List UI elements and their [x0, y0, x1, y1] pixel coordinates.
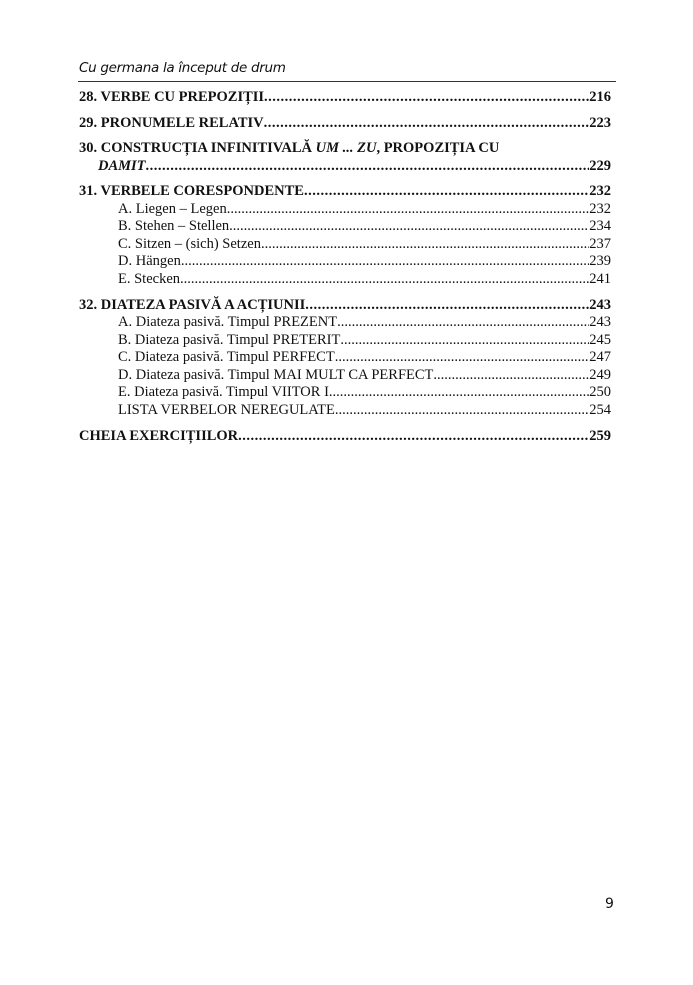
toc-subentry[interactable]: [118, 332, 611, 349]
dot-leader: [305, 297, 589, 314]
toc-title: E. Stecken: [118, 271, 181, 287]
toc-title: 32. DIATEZA PASIVĂ A ACȚIUNII: [79, 297, 306, 313]
page-number: 9: [605, 896, 614, 912]
dot-leader: [329, 384, 589, 401]
toc-subentry[interactable]: [118, 349, 611, 366]
header-rule: [78, 81, 616, 82]
toc-entry-30[interactable]: [98, 158, 611, 175]
toc-title: CHEIA EXERCIȚIILOR: [79, 428, 239, 444]
toc-subentry[interactable]: [118, 201, 611, 218]
toc-page: 241: [589, 271, 611, 287]
toc-title: 28. VERBE CU PREPOZIȚII: [79, 89, 265, 105]
toc-page: 245: [589, 332, 611, 348]
dot-leader: [229, 218, 589, 235]
toc-page: 229: [589, 158, 611, 174]
toc-subentry[interactable]: [118, 236, 611, 253]
dot-leader: [238, 428, 589, 445]
toc-subentry[interactable]: [118, 218, 611, 235]
toc-entry-cheia[interactable]: [79, 428, 611, 445]
toc-entry-28[interactable]: [79, 89, 611, 106]
toc-entry-31[interactable]: [79, 183, 611, 200]
dot-leader: [181, 253, 589, 270]
toc-page: 234: [589, 218, 611, 234]
dot-leader: [264, 115, 590, 132]
toc-title: E. Diateza pasivă. Timpul VIITOR I: [118, 384, 329, 400]
toc-subentry[interactable]: [118, 253, 611, 270]
toc-page: 223: [589, 115, 611, 131]
dot-leader: [335, 349, 590, 366]
toc-page: 243: [589, 297, 611, 313]
dot-leader: [340, 332, 589, 349]
toc-page: 237: [589, 236, 611, 252]
toc-title-emphasis: DAMIT: [98, 158, 146, 174]
toc-title: , PROPOZIȚIA CU: [376, 140, 500, 156]
toc-title: 31. VERBELE CORESPONDENTE: [79, 183, 304, 199]
toc-subentry[interactable]: [118, 271, 611, 288]
toc-title: C. Diateza pasivă. Timpul PERFECT: [118, 349, 335, 365]
toc-page: 254: [589, 402, 611, 418]
toc-subentry[interactable]: [118, 384, 611, 401]
toc-title: B. Diateza pasivă. Timpul PRETERIT: [118, 332, 341, 348]
dot-leader: [337, 314, 589, 331]
toc-page: 250: [589, 384, 611, 400]
running-header: Cu germana la început de drum: [79, 60, 286, 76]
toc-page: 249: [589, 367, 611, 383]
toc-title-emphasis: UM ... ZU: [315, 140, 377, 156]
toc-title: 29. PRONUMELE RELATIV: [79, 115, 264, 131]
toc-title: D. Diateza pasivă. Timpul MAI MULT CA PERFECT: [118, 367, 434, 383]
toc-title: B. Stehen – Stellen: [118, 218, 230, 234]
dot-leader: [227, 201, 590, 218]
toc-title: A. Liegen – Legen: [118, 201, 227, 217]
dot-leader: [180, 271, 589, 288]
toc-page: 247: [589, 349, 611, 365]
toc-entry-30-line1[interactable]: [79, 140, 499, 157]
toc-page: 259: [589, 428, 611, 444]
toc-page: 216: [589, 89, 611, 105]
toc-title: LISTA VERBELOR NEREGULATE: [118, 402, 335, 418]
toc-subentry[interactable]: [118, 314, 611, 331]
toc-subentry[interactable]: [118, 367, 611, 384]
toc-page: 232: [589, 201, 611, 217]
toc-title: 30. CONSTRUCȚIA INFINITIVALĂ: [79, 140, 316, 156]
toc-page: 232: [589, 183, 611, 199]
toc-page: 243: [589, 314, 611, 330]
toc-page: 239: [589, 253, 611, 269]
dot-leader: [264, 89, 589, 106]
dot-leader: [261, 236, 589, 253]
toc-title: D. Hängen: [118, 253, 181, 269]
dot-leader: [146, 158, 590, 175]
dot-leader: [304, 183, 589, 200]
dot-leader: [433, 367, 589, 384]
toc-subentry[interactable]: [118, 402, 611, 419]
toc-entry-29[interactable]: [79, 115, 611, 132]
toc-title: A. Diateza pasivă. Timpul PREZENT: [118, 314, 338, 330]
dot-leader: [335, 402, 589, 419]
toc-title: C. Sitzen – (sich) Setzen: [118, 236, 261, 252]
toc-entry-32[interactable]: [79, 297, 611, 314]
